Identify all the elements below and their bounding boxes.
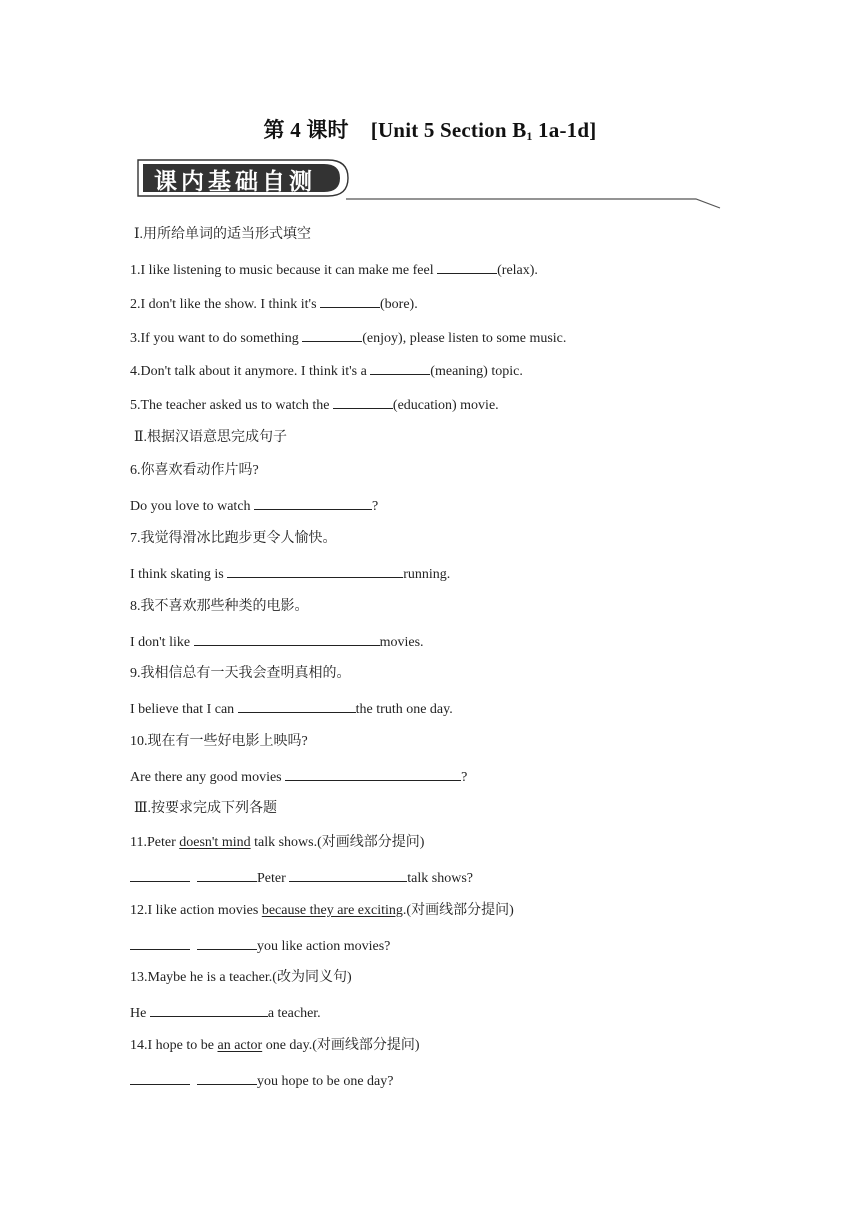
question-8-chinese: 8.我不喜欢那些种类的电影。 xyxy=(130,599,309,614)
part1-heading: Ⅰ.用所给单词的适当形式填空 xyxy=(134,227,312,242)
question-2: 2.I don't like the show. I think it's (bore). xyxy=(130,294,418,314)
answer-blank[interactable] xyxy=(197,936,257,950)
question-9-chinese: 9.我相信总有一天我会查明真相的。 xyxy=(130,666,351,681)
question-10-chinese: 10.现在有一些好电影上映吗? xyxy=(130,734,308,749)
question-11-answer: Peter talk shows? xyxy=(130,868,473,888)
underlined-phrase: because they are exciting xyxy=(261,903,403,918)
title-tail: 1a-1d] xyxy=(532,118,597,142)
question-11: 11.Peter doesn't mind talk shows.(对画线部分提问) xyxy=(130,835,425,850)
question-1: 1.I like listening to music because it can make me feel (relax). xyxy=(130,260,538,280)
answer-blank[interactable] xyxy=(150,1003,268,1017)
question-14: 14.I hope to be an actor one day.(对画线部分提问) xyxy=(130,1038,420,1053)
title-cn: 第 4 课时 xyxy=(263,118,349,142)
answer-blank[interactable] xyxy=(285,767,461,781)
answer-blank[interactable] xyxy=(197,868,257,882)
question-6-answer: Do you love to watch ? xyxy=(130,496,378,516)
answer-blank[interactable] xyxy=(130,1071,190,1085)
question-14-answer: you hope to be one day? xyxy=(130,1071,393,1091)
answer-blank[interactable] xyxy=(320,294,380,308)
answer-blank[interactable] xyxy=(130,868,190,882)
answer-blank[interactable] xyxy=(437,260,497,274)
question-8-answer: I don't like movies. xyxy=(130,632,424,652)
answer-blank[interactable] xyxy=(254,496,372,510)
question-12-answer: you like action movies? xyxy=(130,936,390,956)
part2-heading: Ⅱ.根据汉语意思完成句子 xyxy=(134,430,288,445)
answer-blank[interactable] xyxy=(302,328,362,342)
underlined-phrase: an actor xyxy=(217,1038,263,1053)
question-9-answer: I believe that I can the truth one day. xyxy=(130,699,453,719)
underlined-phrase: doesn't mind xyxy=(179,835,251,850)
question-7-chinese: 7.我觉得滑冰比跑步更令人愉快。 xyxy=(130,531,337,546)
part3-heading: Ⅲ.按要求完成下列各题 xyxy=(134,801,278,816)
answer-blank[interactable] xyxy=(227,564,403,578)
section-banner xyxy=(136,158,348,198)
answer-blank[interactable] xyxy=(289,868,407,882)
question-5: 5.The teacher asked us to watch the (education) movie. xyxy=(130,395,499,415)
question-6-chinese: 6.你喜欢看动作片吗? xyxy=(130,463,259,478)
question-4: 4.Don't talk about it anymore. I think it's a (meaning) topic. xyxy=(130,361,523,381)
answer-blank[interactable] xyxy=(197,1071,257,1085)
question-7-answer: I think skating is running. xyxy=(130,564,450,584)
answer-blank[interactable] xyxy=(370,361,430,375)
banner-label: 课内基础自测 xyxy=(154,169,316,195)
question-13: 13.Maybe he is a teacher.(改为同义句) xyxy=(130,970,352,985)
question-13-answer: He a teacher. xyxy=(130,1003,321,1023)
answer-blank[interactable] xyxy=(238,699,356,713)
answer-blank[interactable] xyxy=(194,632,380,646)
question-10-answer: Are there any good movies ? xyxy=(130,767,467,787)
page-title xyxy=(0,114,860,144)
title-en: [Unit 5 Section B xyxy=(370,118,527,142)
title-subscript: 1 xyxy=(526,129,533,143)
answer-blank[interactable] xyxy=(130,936,190,950)
answer-blank[interactable] xyxy=(333,395,393,409)
question-3: 3.If you want to do something (enjoy), please listen to some music. xyxy=(130,328,566,348)
question-12: 12.I like action movies because they are exciting.(对画线部分提问) xyxy=(130,903,514,918)
